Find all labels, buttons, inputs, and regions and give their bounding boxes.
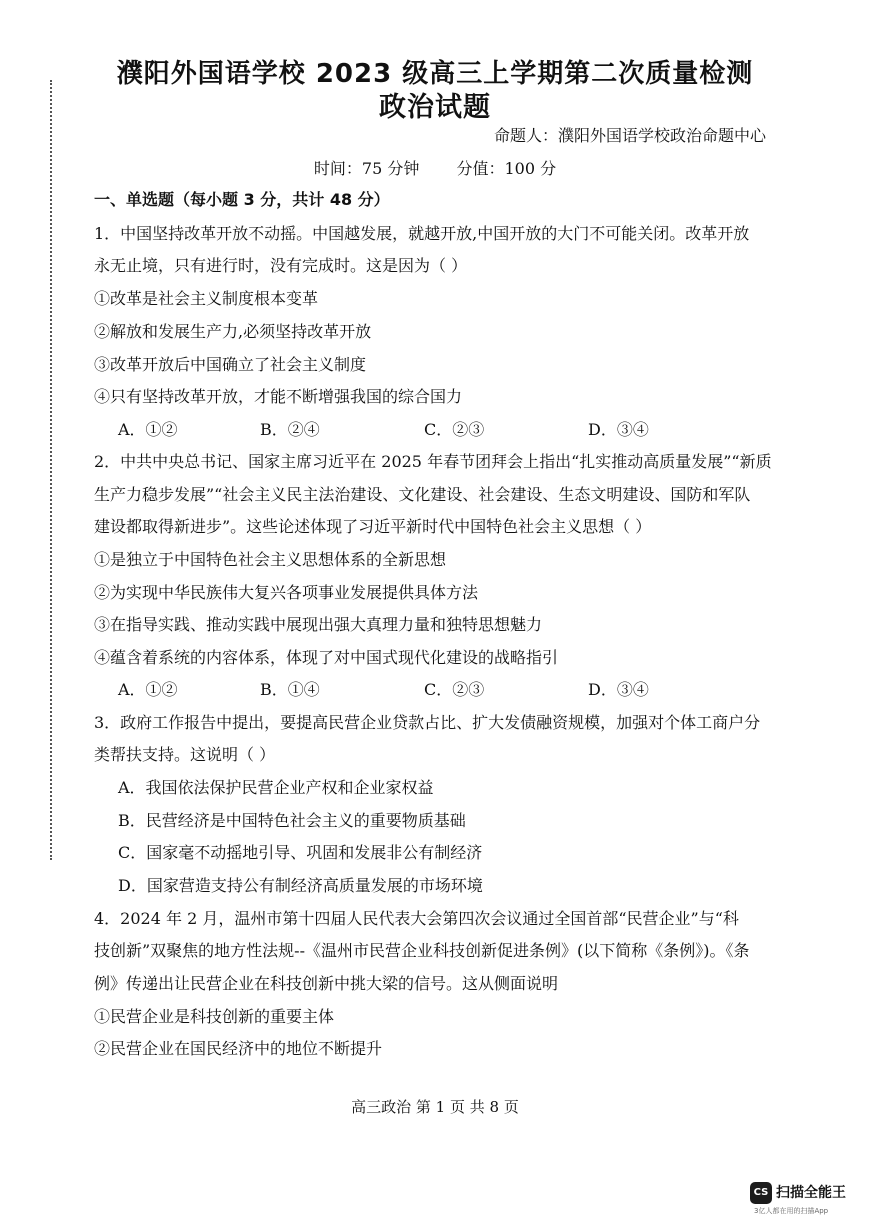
question-2-option: ①是独立于中国特色社会主义思想体系的全新思想 — [94, 550, 447, 569]
question-2-option: ③在指导实践、推动实践中展现出强大真理力量和独特思想魅力 — [94, 615, 543, 634]
exam-title: 濮阳外国语学校 2023 级高三上学期第二次质量检测 — [116, 59, 754, 89]
exam-time: 时间：75 分钟 — [313, 159, 420, 178]
question-1-option: ③改革开放后中国确立了社会主义制度 — [94, 355, 367, 374]
question-4-stem-line: 技创新”双聚焦的地方性法规--《温州市民营企业科技创新促进条例》(以下简称《条例》)。《条 — [94, 941, 750, 960]
question-1-option: ①改革是社会主义制度根本变革 — [94, 289, 319, 308]
choice-a: A．①② — [118, 680, 178, 699]
question-2-stem-line: 2．中共中央总书记、国家主席习近平在 2025 年春节团拜会上指出“扎实推动高质量发展”“新质 — [94, 452, 772, 471]
question-3-stem-line: 类帮扶支持。这说明（ ） — [94, 745, 276, 764]
question-2-option: ④蕴含着系统的内容体系，体现了对中国式现代化建设的战略指引 — [94, 648, 559, 667]
question-1-choices — [118, 418, 678, 442]
question-3-choice-a: A．我国依法保护民营企业产权和企业家权益 — [118, 778, 434, 797]
watermark-tagline: 3亿人都在用的扫描App — [754, 1207, 829, 1215]
question-3-choice-b: B．民营经济是中国特色社会主义的重要物质基础 — [118, 811, 466, 830]
choice-c: C．②③ — [424, 420, 485, 439]
watermark-app-name: 扫描全能王 — [776, 1185, 846, 1201]
choice-c: C．②③ — [424, 680, 485, 699]
question-4-stem-line: 4．2024 年 2 月，温州市第十四届人民代表大会第四次会议通过全国首部“民营企业”与“科 — [94, 909, 739, 928]
question-4-option: ②民营企业在国民经济中的地位不断提升 — [94, 1039, 383, 1058]
binding-dotted-line — [50, 80, 52, 860]
camscanner-logo-icon: CS — [750, 1182, 772, 1204]
exam-meta — [0, 157, 870, 181]
question-3-choice-c: C．国家毫不动摇地引导、巩固和发展非公有制经济 — [118, 843, 483, 862]
question-1-stem-line: 1．中国坚持改革开放不动摇。中国越发展，就越开放,中国开放的大门不可能关闭。改革开放 — [94, 224, 750, 243]
question-3-choice-d: D．国家营造支持公有制经济高质量发展的市场环境 — [118, 876, 483, 895]
choice-d: D．③④ — [588, 680, 649, 699]
question-4-option: ①民营企业是科技创新的重要主体 — [94, 1007, 335, 1026]
exam-author: 命题人：濮阳外国语学校政治命题中心 — [493, 126, 766, 145]
exam-score: 分值：100 分 — [456, 159, 557, 178]
page-footer: 高三政治 第 1 页 共 8 页 — [351, 1098, 519, 1116]
question-2-stem-line: 建设都取得新进步”。这些论述体现了习近平新时代中国特色社会主义思想（ ） — [94, 517, 652, 536]
choice-a: A．①② — [118, 420, 178, 439]
question-2-option: ②为实现中华民族伟大复兴各项事业发展提供具体方法 — [94, 583, 479, 602]
section-heading: 一、单选题（每小题 3 分，共计 48 分） — [94, 190, 390, 209]
choice-b: B．①④ — [260, 680, 320, 699]
question-1-option: ②解放和发展生产力,必须坚持改革开放 — [94, 322, 372, 341]
question-4-stem-line: 例》传递出让民营企业在科技创新中挑大梁的信号。这从侧面说明 — [94, 974, 559, 993]
choice-d: D．③④ — [588, 420, 649, 439]
scanner-watermark — [750, 1180, 865, 1220]
question-1-stem-line: 永无止境，只有进行时，没有完成时。这是因为（ ） — [94, 256, 468, 275]
question-2-stem-line: 生产力稳步发展”“社会主义民主法治建设、文化建设、社会建设、生态文明建设、国防和军队 — [94, 485, 751, 504]
question-2-choices — [118, 678, 678, 702]
exam-subject-title: 政治试题 — [379, 92, 491, 123]
question-3-stem-line: 3．政府工作报告中提出，要提高民营企业贷款占比、扩大发债融资规模，加强对个体工商户分 — [94, 713, 761, 732]
question-1-option: ④只有坚持改革开放，才能不断增强我国的综合国力 — [94, 387, 463, 406]
choice-b: B．②④ — [260, 420, 320, 439]
